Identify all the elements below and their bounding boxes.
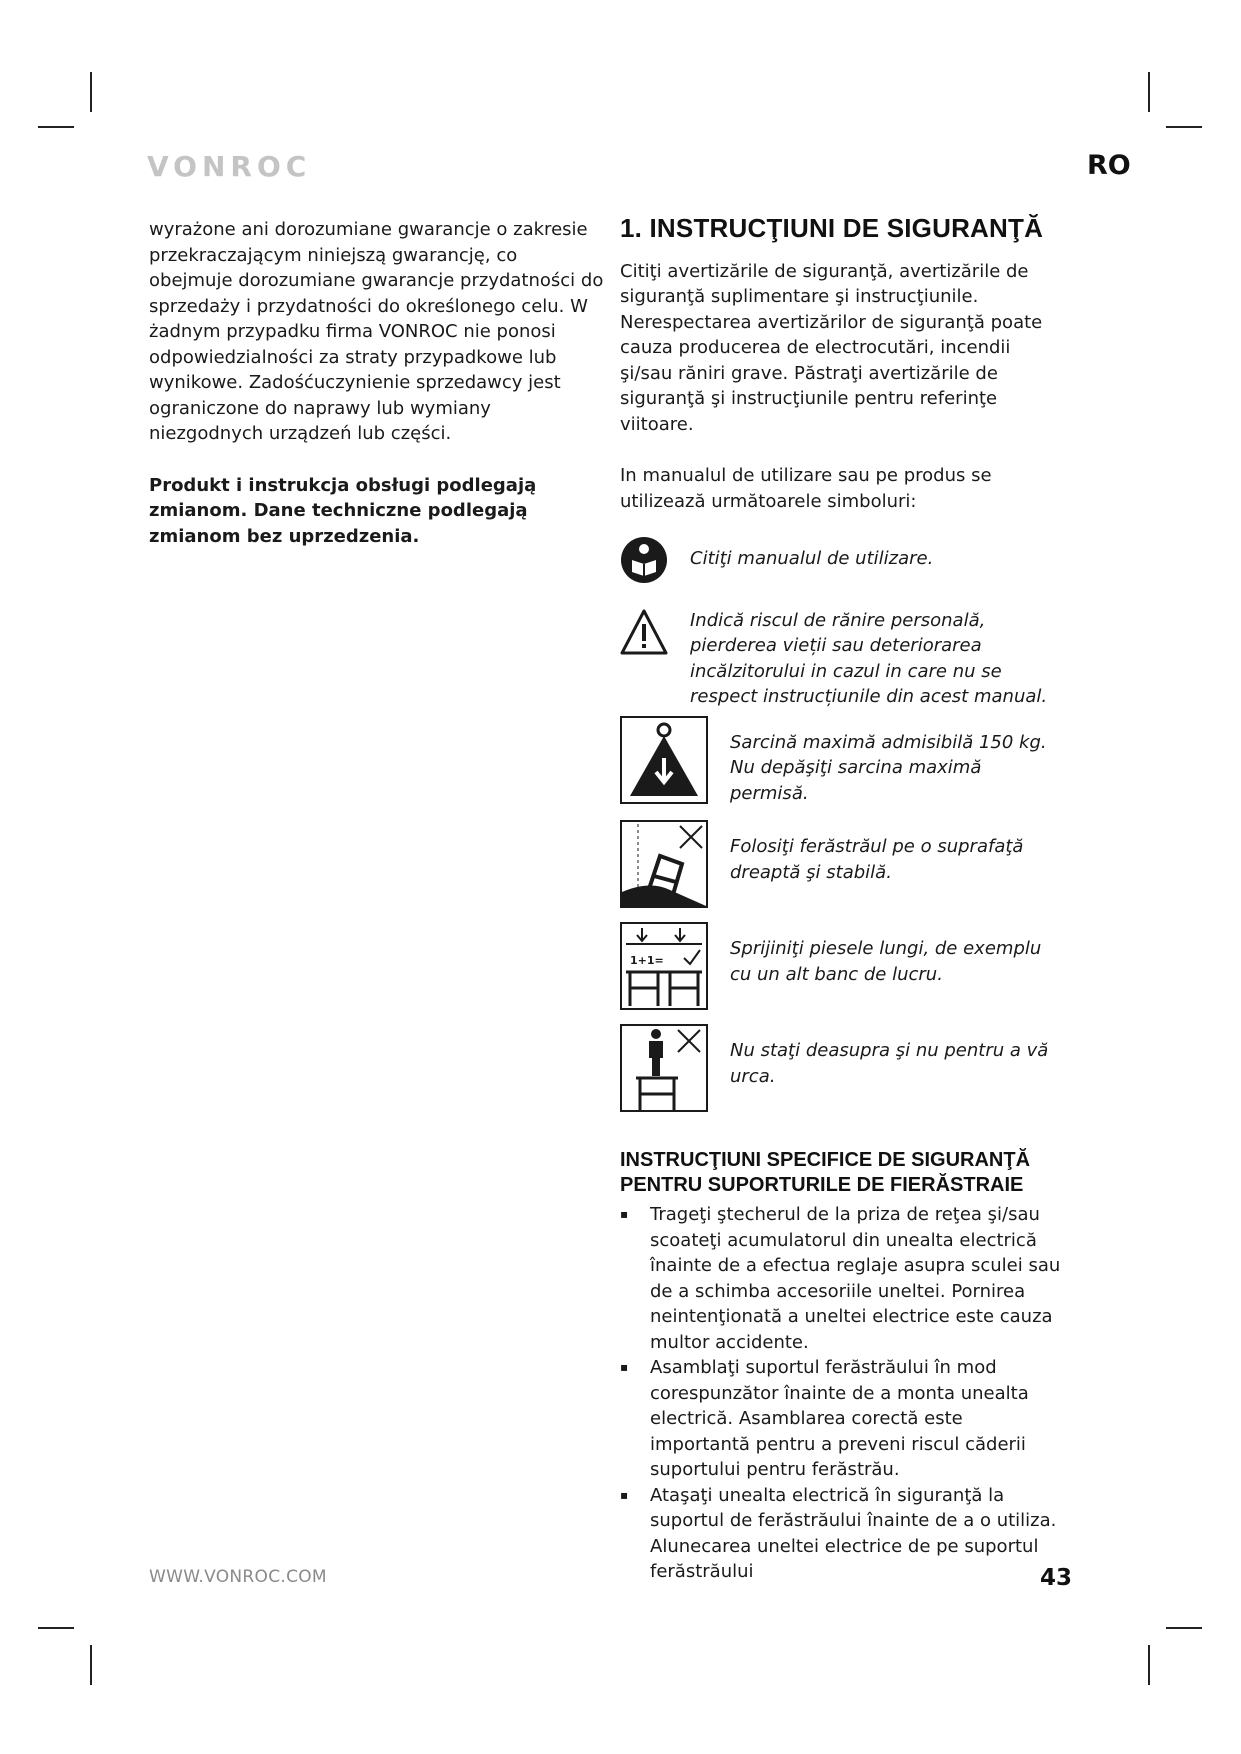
warranty-paragraph: wyrażone ani dorozumiane gwarancje o zakresie przekraczającym niniejszą gwarancję, co obejmuje dorozumiane gwarancje przydatności do sprzedaży i przydatności do określonego celu. W żadnym przypadku firma VONROC nie ponosi odpowiedzialności za straty przypadkowe lub wynikowe. Zadośćuczynienie sprzedawcy jest ograniczone do naprawy lub wymiany niezgodnych urządzeń lub części. xyxy=(149,219,604,444)
list-item: ▪ Trageţi ştecherul de la priza de reţea şi/sau scoateţi acumulatorul din unealta electrică înainte de a efectua reglaje asupra sculei sau de a schimba accesoriile uneltei. Pornirea neintenţionată a uneltei electrice este cauza multor accidente. xyxy=(620,1202,1065,1355)
right-column xyxy=(620,212,1065,1585)
intro-paragraph: Citiţi avertizările de siguranţă, avertizările de siguranţă suplimentare şi instrucţiunile. Nerespectarea avertizărilor de siguranţă poate cauza producerea de electrocutări, incendii şi/sau răniri grave. Păstraţi avertizările de siguranţă şi instrucţiunile pentru referinţe viitoare. xyxy=(620,260,1043,435)
crop-mark xyxy=(1148,72,1150,112)
symbols-intro: In manualul de utilizare sau pe produs se utilizează următoarele simboluri: xyxy=(620,465,992,512)
crop-mark xyxy=(90,72,92,112)
symbol-text: Nu staţi deasupra şi nu pentru a vă urca. xyxy=(730,1040,1049,1087)
brand-logo: VONROC xyxy=(147,150,312,183)
language-code: RO xyxy=(1087,150,1131,181)
crop-mark xyxy=(38,126,74,128)
crop-mark xyxy=(1166,1627,1202,1629)
max-load-icon xyxy=(620,716,708,804)
symbol-text: Sprijiniţi piesele lungi, de exemplu cu un alt banc de lucru. xyxy=(730,938,1042,985)
crop-mark xyxy=(1166,126,1202,128)
read-manual-icon xyxy=(620,536,668,592)
safety-bullet-list xyxy=(620,1202,1065,1585)
support-long-pieces-icon xyxy=(620,922,708,1010)
symbol-row xyxy=(620,608,1065,710)
symbol-row xyxy=(620,820,1065,908)
symbol-text: Indică riscul de rănire personală, pierderea vieții sau deteriorarea incălzitorului in cazul in care nu se respect instrucțiunile din acest manual. xyxy=(690,609,1048,707)
no-standing-icon xyxy=(620,1024,708,1112)
warning-triangle-icon xyxy=(620,608,668,664)
list-item: ▪ Ataşaţi unealta electrică în siguranţă la suportul de ferăstrăului înainte de a o utiliza. Alunecarea uneltei electrice de pe suportul ferăstrăului xyxy=(620,1483,1065,1585)
list-item: ▪ Asamblaţi suportul ferăstrăului în mod corespunzător înainte de a monta unealta electrică. Asamblarea corectă este importantă pentru a preveni riscul căderii suportului pentru ferăstrău. xyxy=(620,1355,1065,1483)
svg-text:1+1=: 1+1= xyxy=(630,954,664,967)
footer-url: WWW.VONROC.COM xyxy=(149,1567,327,1587)
section-title: 1. INSTRUCŢIUNI DE SIGURANŢĂ xyxy=(620,213,1044,243)
symbol-row xyxy=(620,536,1065,592)
symbol-text: Sarcină maximă admisibilă 150 kg. Nu depăşiţi sarcina maximă permisă. xyxy=(730,731,1047,804)
symbol-row xyxy=(620,716,1065,807)
change-notice: Produkt i instrukcja obsługi podlegają zmianom. Dane techniczne podlegają zmianom bez uprzedzenia. xyxy=(149,474,537,547)
symbol-row xyxy=(620,1024,1065,1112)
page-number: 43 xyxy=(1040,1565,1073,1591)
symbol-text: Citiţi manualul de utilizare. xyxy=(690,548,934,569)
symbol-text: Folosiţi ferăstrăul pe o suprafaţă dreaptă şi stabilă. xyxy=(730,836,1024,883)
specific-instructions-title: INSTRUCŢIUNI SPECIFICE DE SIGURANŢĂ PENTRU SUPORTURILE DE FIERĂSTRAIE xyxy=(620,1149,1031,1196)
crop-mark xyxy=(1148,1645,1150,1685)
symbol-row xyxy=(620,922,1065,1010)
flat-surface-icon xyxy=(620,820,708,908)
crop-mark xyxy=(38,1627,74,1629)
crop-mark xyxy=(90,1645,92,1685)
left-column xyxy=(149,217,604,549)
